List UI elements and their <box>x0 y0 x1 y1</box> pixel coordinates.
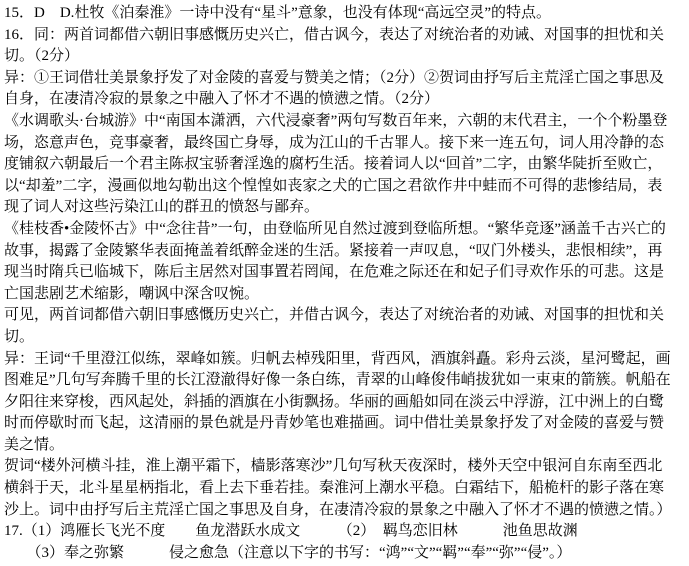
text-line: 切。 <box>4 328 35 345</box>
text-line: 沙上。词中由抒写后主荒淫亡国之事思及自身，在凄清冷寂的景象之中融入了怀才不遇的愤懑之情。） <box>4 501 672 518</box>
text-line: 现当时隋兵已临城下，陈后主居然对国事置若罔闻，在危难之际还在和妃子们寻欢作乐的可悲。这是 <box>4 264 665 281</box>
text-line-conclusion-diff-wang: 异：王词“千里澄江似练，翠峰如簇。归帆去棹残阳里，背西风，酒旗斜矗。彩舟云淡，星河鹭起，画 <box>4 350 671 367</box>
text-line-shuidiaogetou-analysis: 《水调歌头·台城游》中“南国本潇洒，六代浸豪奢”两句写数百年来，六朝的末代君主，一个个粉墨登 <box>4 112 668 129</box>
text-line: 切。（2分） <box>4 48 80 65</box>
text-line: 时而停歇时而飞起，这清丽的景色就是丹青妙笔也难描画。词中借壮美景象抒发了对金陵的喜爱与赞 <box>4 415 665 432</box>
text-line-guizhixiang-analysis: 《桂枝香•金陵怀古》中“念往昔”一句，由登临所见自然过渡到登临所想。“繁华竞逐”涵盖千古兴亡的 <box>4 220 666 237</box>
text-line: 图难足”几句写奔腾千里的长江澄澈得好像一条白练，青翠的山峰俊伟峭拔犹如一束束的箭簇。帆船在 <box>4 372 671 389</box>
text-line: 夕阳往来穿梭，西风起处，斜插的酒旗在小街飘扬。华丽的画船如同在淡云中浮游，江中洲上的白鹭 <box>4 393 665 410</box>
text-line-conclusion-same: 可见，两首词都借六朝旧事感慨历史兴亡，并借古讽今，表达了对统治者的劝诫、对国事的担忧和关 <box>4 307 665 324</box>
text-line-answer-17-part2: （3）奉之弥繁 侵之愈急（注意以下字的书写：“鸿”“文”“羁”“奉”“弥”“侵”。） <box>4 544 572 561</box>
text-line-answer-16-same: 16．同：两首词都借六朝旧事感慨历史兴亡，借古讽今，表达了对统治者的劝诫、对国事的担忧和关 <box>4 26 665 43</box>
text-line-answer-17-part1: 17.（1）鸿雁长飞光不度 鱼龙潜跃水成文 （2） 羁鸟恋旧林 池鱼思故渊 <box>4 523 578 540</box>
text-line: 横斜于天，北斗星星柄指北，看上去下垂若挂。秦淮河上潮水平稳。白霜结下，船桅杆的影子落在寒 <box>4 480 665 497</box>
text-line: 现了词人对这些污染江山的群丑的愤怒与鄙弃。 <box>4 199 320 216</box>
text-line: 场，恣意声色，竞事豪奢，最终国亡身辱，成为江山的千古罪人。接下来一连五句，词人用冷静的态 <box>4 134 665 151</box>
text-line: 度铺叙六朝最后一个君主陈叔宝骄奢淫逸的腐朽生活。接着词人以“回首”二字，由繁华陡折至败亡， <box>4 156 663 173</box>
text-line: 亡国悲剧艺术缩影，嘲讽中深含叹惋。 <box>4 285 260 302</box>
text-line: 自身，在凄清冷寂的景象之中融入了怀才不遇的愤懑之情。（2分） <box>4 91 440 108</box>
text-line: 美之情。 <box>4 436 65 453</box>
text-line-answer-15: 15．D D.杜牧《泊秦淮》一诗中没有“星斗”意象，也没有体现“高远空灵”的特点。 <box>4 5 552 21</box>
text-line-answer-16-diff: 异：①王词借壮美景象抒发了对金陵的喜爱与赞美之情；（2分）②贺词由抒写后主荒淫亡国之事思及 <box>4 69 665 86</box>
text-line: 故事，揭露了金陵繁华表面掩盖着纸醉金迷的生活。紧接着一声叹息，“叹门外楼头，悲恨相续”，再 <box>4 242 663 259</box>
text-line-conclusion-diff-he: 贺词“楼外河横斗挂，淮上潮平霜下，樯影落寒沙”几句写秋天夜深时，楼外天空中银河自东南至西北 <box>4 458 663 475</box>
text-line: 以“却羞”二字，漫画似地勾勒出这个惶惶如丧家之犬的亡国之君欲作井中蛙而不可得的悲惨结局，表 <box>4 177 663 194</box>
